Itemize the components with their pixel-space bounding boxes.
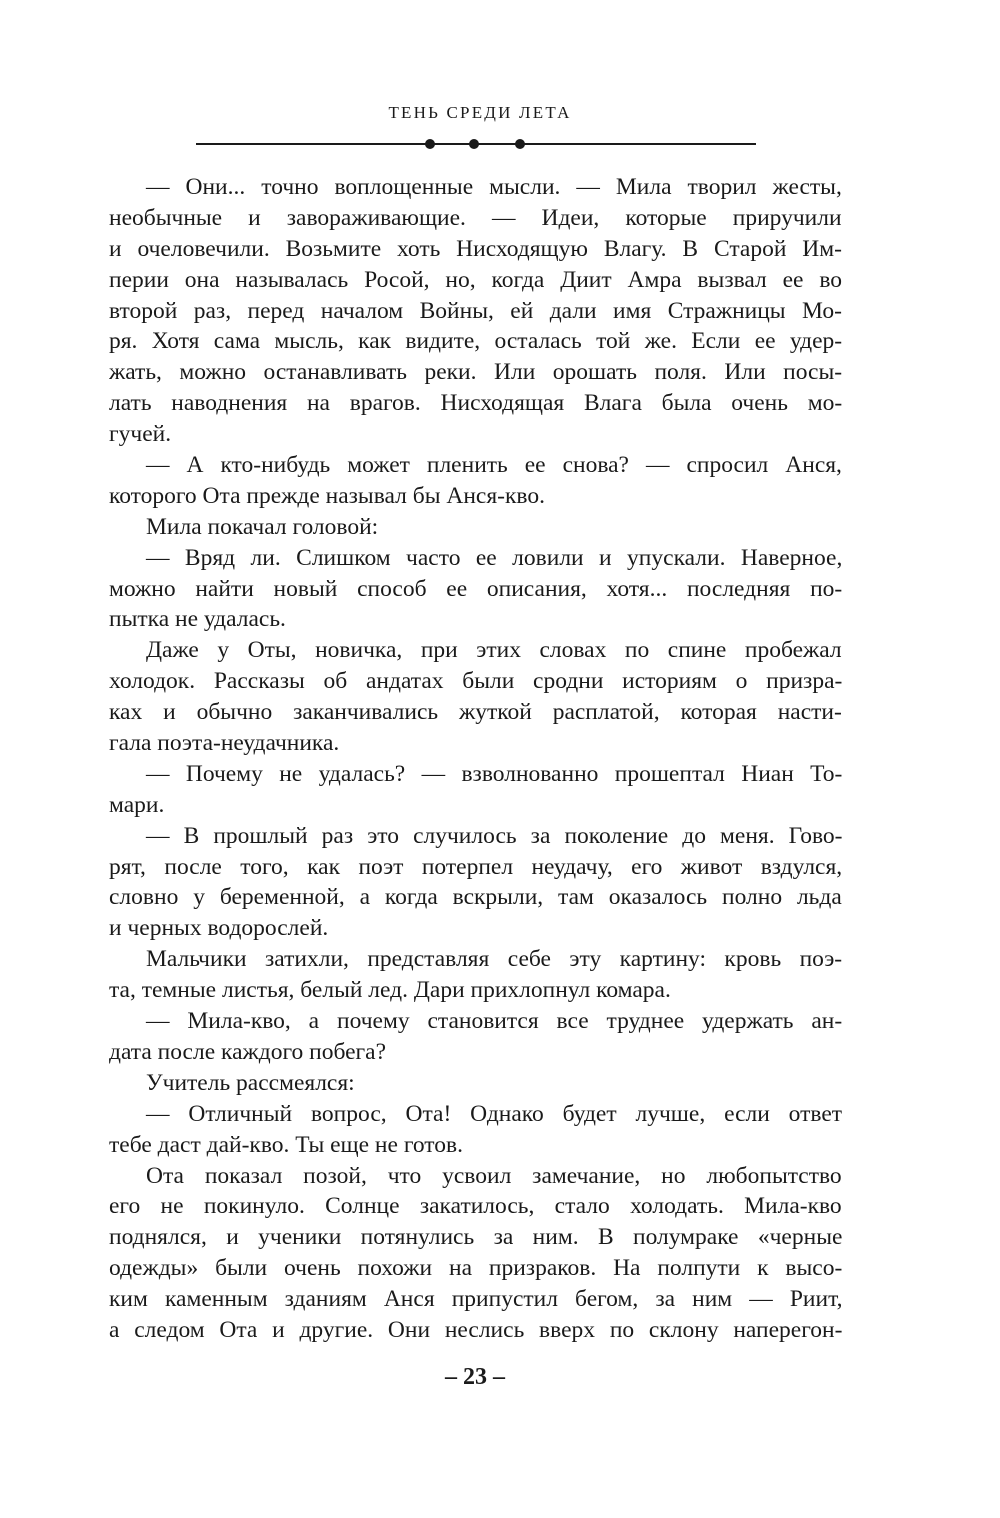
body-text bbox=[109, 172, 842, 1346]
text-line: и очеловечили. Возьмите хоть Нисходящую Влагу. В Старой Им- bbox=[109, 235, 842, 262]
text-line: та, темные листья, белый лед. Дари прихлопнул комара. bbox=[109, 977, 671, 1004]
text-line: ким каменным зданиям Анся припустил бегом, за ним — Риит, bbox=[109, 1286, 842, 1313]
text-line: Мальчики затихли, представляя себе эту картину: кровь поэ- bbox=[146, 946, 842, 973]
text-line: — Мила-кво, а почему становится все труднее удержать ан- bbox=[146, 1008, 842, 1035]
text-line: словно у беременной, а когда вскрыли, там оказалось полно льда bbox=[109, 884, 842, 911]
text-line: которого Ота прежде называл бы Анся-кво. bbox=[109, 482, 545, 509]
text-line: мари. bbox=[109, 791, 165, 818]
text-line: второй раз, перед началом Войны, ей дали имя Стражницы Мо- bbox=[109, 297, 842, 324]
text-line: — А кто-нибудь может пленить ее снова? — спросил Анся, bbox=[146, 452, 842, 479]
text-line: — Отличный вопрос, Ота! Однако будет лучше, если ответ bbox=[146, 1100, 842, 1127]
ornament-dot bbox=[469, 139, 479, 149]
text-line: холодок. Рассказы об андатах были сродни историям о призра- bbox=[109, 668, 842, 695]
text-line: гала поэта-неудачника. bbox=[109, 730, 340, 757]
text-line: а следом Ота и другие. Они неслись вверх по склону наперегон- bbox=[109, 1316, 842, 1343]
text-line: можно найти новый способ ее описания, хотя... последняя по- bbox=[109, 575, 842, 602]
text-line: — В прошлый раз это случилось за поколение до меня. Гово- bbox=[146, 822, 842, 849]
text-line: тебе даст дай-кво. Ты еще не готов. bbox=[109, 1131, 463, 1158]
text-line: Ота показал позой, что усвоил замечание, но любопытство bbox=[146, 1162, 842, 1189]
page-number: – 23 – bbox=[445, 1364, 505, 1390]
text-line: одежды» были очень похожи на призраков. На полпути к высо- bbox=[109, 1255, 842, 1282]
text-line: его не покинуло. Солнце закатилось, стало холодать. Мила-кво bbox=[109, 1193, 842, 1220]
text-line: ках и обычно заканчивались жуткой расплатой, которая насти- bbox=[109, 699, 842, 726]
text-line: ря. Хотя сама мысль, как видите, осталась той же. Если ее удер- bbox=[109, 328, 842, 355]
text-line: — Почему не удалась? — взволнованно прошептал Ниан То- bbox=[146, 760, 842, 787]
text-line: перии она называлась Росой, но, когда Диит Амра вызвал ее во bbox=[109, 266, 842, 293]
running-title: ТЕНЬ СРЕДИ ЛЕТА bbox=[388, 103, 572, 122]
text-line: Мила покачал головой: bbox=[146, 513, 379, 540]
text-line: поднялся, и ученики потянулись за ним. В полумраке «черные bbox=[109, 1224, 842, 1251]
text-line: — Они... точно воплощенные мысли. — Мила творил жесты, bbox=[146, 174, 842, 200]
text-line: рят, после того, как поэт потерпел неудачу, его живот вздулся, bbox=[109, 853, 842, 880]
text-line: дата после каждого побега? bbox=[109, 1038, 387, 1065]
ornament-dot bbox=[515, 139, 525, 149]
text-line: лать наводнения на врагов. Нисходящая Влага была очень мо- bbox=[109, 390, 842, 417]
text-line: необычные и завораживающие. — Идеи, которые приручили bbox=[109, 204, 842, 231]
text-line: Даже у Оты, новичка, при этих словах по спине пробежал bbox=[146, 637, 842, 664]
text-line: и черных водорослей. bbox=[109, 915, 329, 942]
text-line: гучей. bbox=[109, 421, 172, 448]
text-line: пытка не удалась. bbox=[109, 606, 286, 633]
text-line: Учитель рассмеялся: bbox=[146, 1069, 355, 1096]
ornament-dot bbox=[425, 139, 435, 149]
text-line: — Вряд ли. Слишком часто ее ловили и упускали. Наверное, bbox=[146, 544, 842, 571]
text-line: жать, можно останавливать реки. Или орошать поля. Или посы- bbox=[109, 359, 842, 386]
